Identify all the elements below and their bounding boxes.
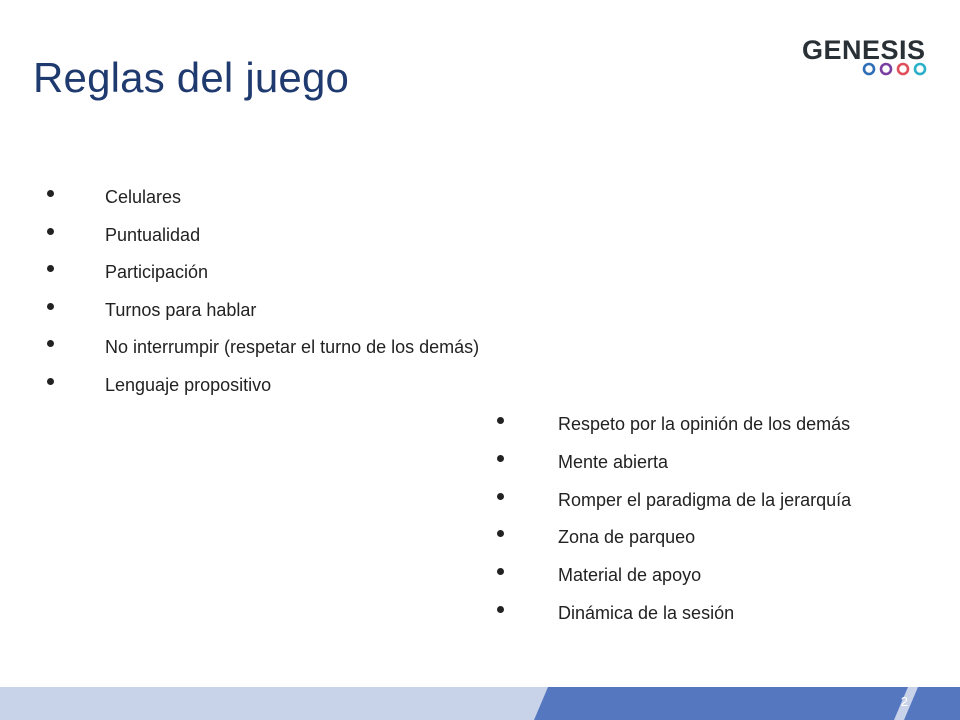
rule-item	[47, 180, 479, 218]
rules-list-left	[47, 180, 479, 405]
bullet-icon	[497, 530, 504, 537]
bullet-icon	[497, 455, 504, 462]
bullet-icon	[497, 606, 504, 613]
genesis-logo	[802, 36, 932, 80]
rule-label: Romper el paradigma de la jerarquía	[558, 489, 852, 510]
rule-item	[47, 218, 479, 256]
rule-item	[497, 443, 851, 481]
rule-item	[47, 293, 479, 331]
bullet-icon	[47, 303, 54, 310]
rule-label: Turnos para hablar	[105, 299, 257, 320]
slide-title: Reglas del juego	[33, 54, 350, 101]
logo-ring-4	[915, 64, 925, 74]
bullet-icon	[497, 568, 504, 575]
rule-item	[497, 405, 851, 443]
rule-item	[497, 481, 851, 519]
rule-item	[47, 255, 479, 293]
rule-label: Lenguaje propositivo	[105, 374, 272, 395]
logo-wordmark: GENESIS	[802, 35, 926, 65]
rule-label: Respeto por la opinión de los demás	[558, 414, 851, 434]
bullet-icon	[47, 340, 54, 347]
logo-ring-3	[898, 64, 908, 74]
rule-label: Participación	[105, 262, 209, 282]
rule-label: No interrumpir (respetar el turno de los demás)	[105, 337, 480, 357]
bullet-icon	[47, 228, 54, 235]
logo-ring-2	[881, 64, 891, 74]
rule-label: Celulares	[105, 187, 182, 207]
footer-band-dark	[534, 687, 960, 720]
bullet-icon	[47, 265, 54, 272]
bullet-icon	[47, 190, 54, 197]
rule-item	[47, 330, 479, 368]
logo-ring-1	[864, 64, 874, 74]
bullet-icon	[497, 493, 504, 500]
footer-band	[0, 687, 960, 720]
rule-item	[497, 594, 851, 632]
rules-list-right	[497, 405, 851, 632]
rule-label: Material de apoyo	[558, 565, 702, 586]
page-number: 2	[900, 694, 908, 709]
bullet-icon	[47, 378, 54, 385]
rule-label: Dinámica de la sesión	[558, 602, 735, 623]
rule-item	[497, 518, 851, 556]
rule-item	[47, 368, 479, 406]
rule-label: Mente abierta	[558, 451, 669, 472]
rule-label: Zona de parqueo	[558, 527, 696, 548]
rule-label: Puntualidad	[105, 224, 201, 245]
rule-item	[497, 556, 851, 594]
bullet-icon	[497, 417, 504, 424]
logo-rings-icon	[862, 62, 930, 76]
